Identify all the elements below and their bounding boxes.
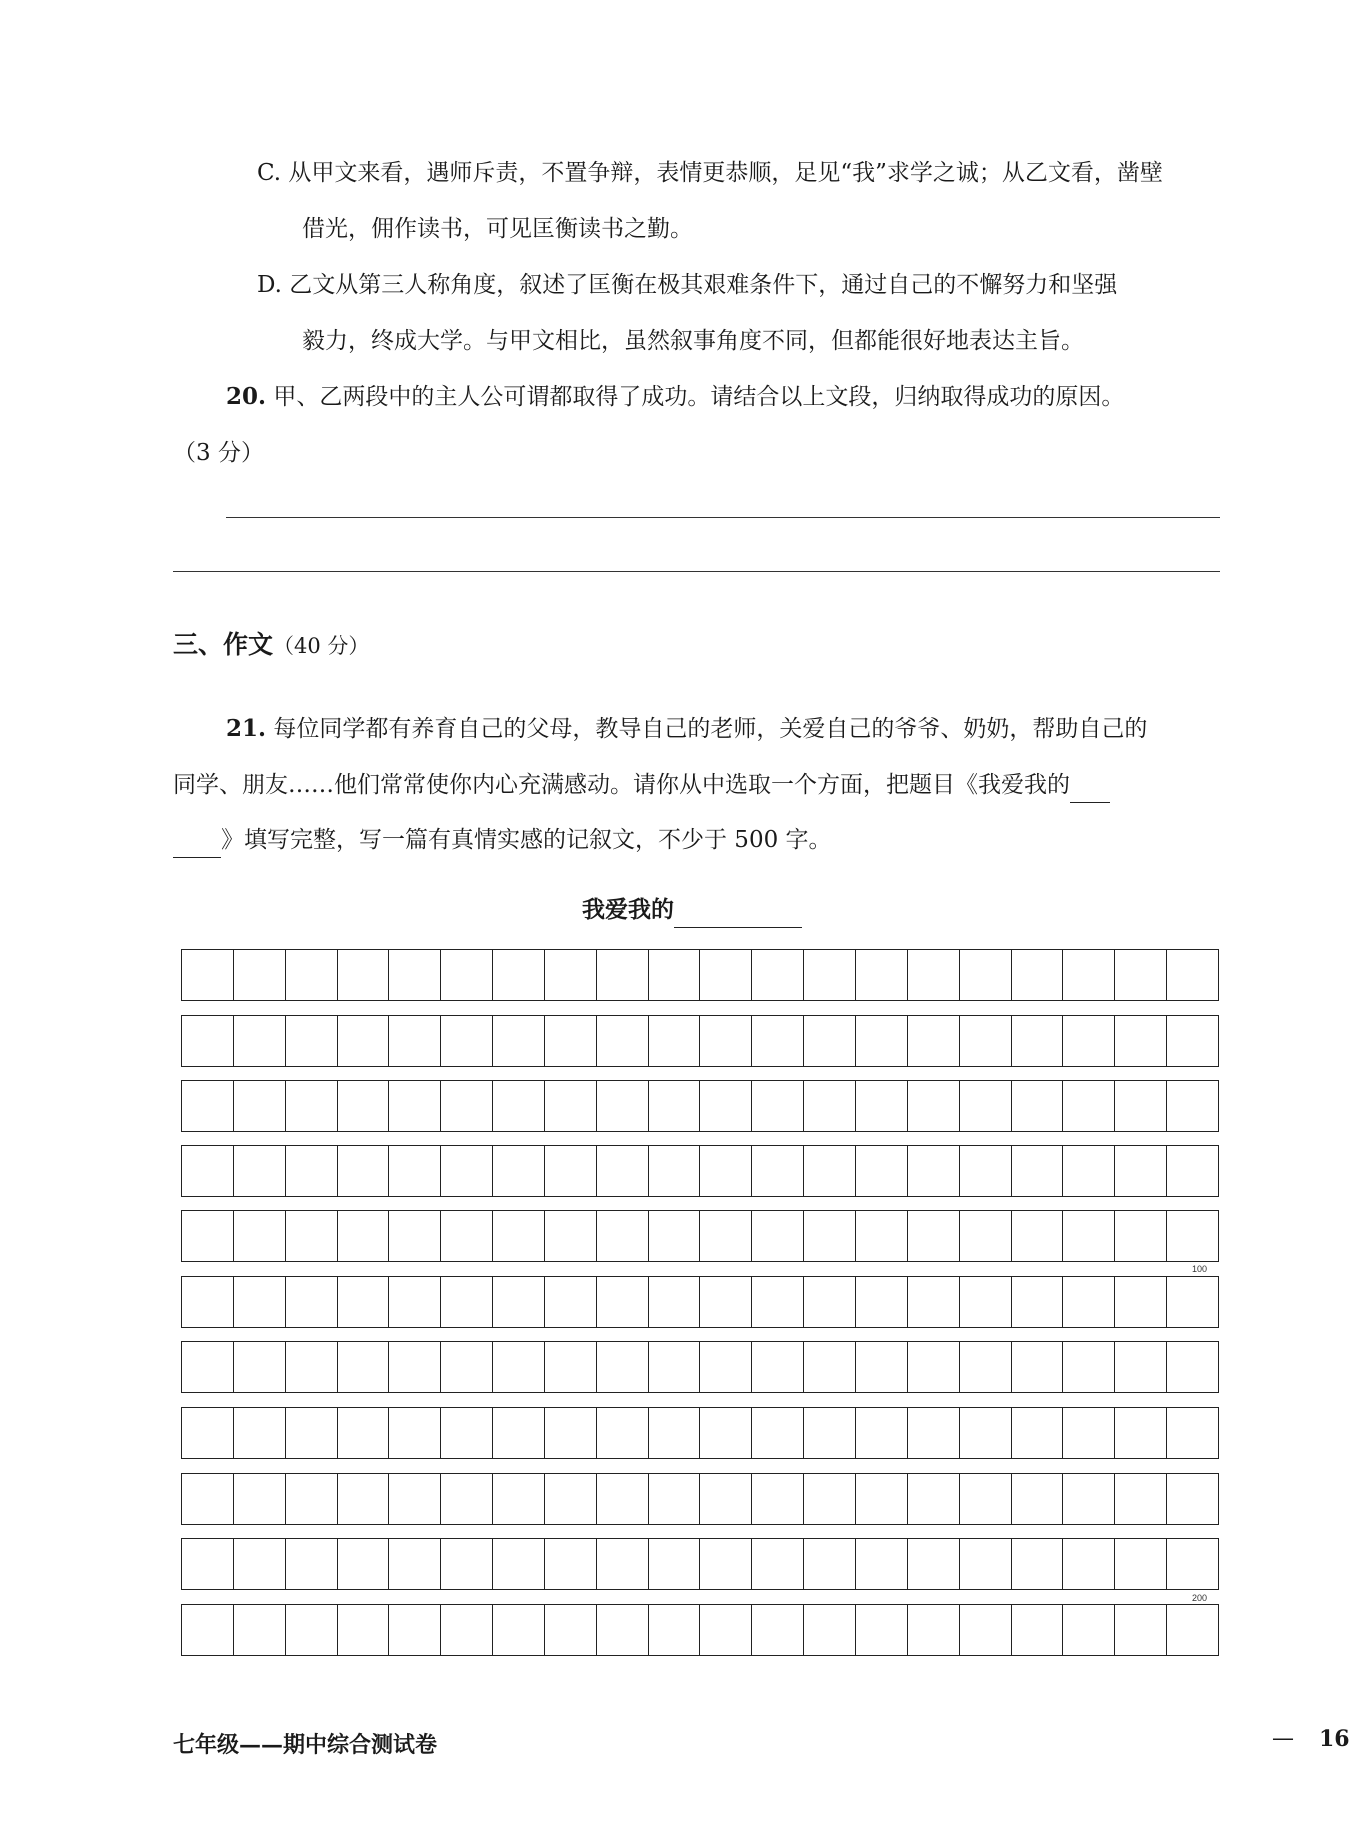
- grid-cell[interactable]: [545, 1408, 597, 1458]
- grid-cell[interactable]: [597, 1474, 649, 1524]
- grid-cell[interactable]: [649, 950, 701, 1000]
- grid-cell[interactable]: [286, 1342, 338, 1392]
- grid-cell[interactable]: [752, 1211, 804, 1261]
- grid-cell[interactable]: [597, 1016, 649, 1066]
- grid-cell[interactable]: [649, 1408, 701, 1458]
- question-20: [226, 380, 1124, 414]
- grid-cell[interactable]: [856, 1605, 908, 1655]
- grid-cell[interactable]: [234, 1605, 286, 1655]
- grid-cell[interactable]: [493, 1408, 545, 1458]
- grid-cell[interactable]: [908, 1539, 960, 1589]
- grid-cell[interactable]: [856, 1081, 908, 1131]
- grid-cell[interactable]: [752, 1408, 804, 1458]
- grid-cell[interactable]: [1115, 1408, 1167, 1458]
- grid-cell[interactable]: [649, 1474, 701, 1524]
- grid-cell[interactable]: [1012, 1081, 1064, 1131]
- grid-cell[interactable]: [700, 1081, 752, 1131]
- grid-cell[interactable]: [286, 1605, 338, 1655]
- grid-cell[interactable]: [182, 1016, 234, 1066]
- grid-cell[interactable]: [338, 950, 390, 1000]
- grid-cell[interactable]: [1115, 1605, 1167, 1655]
- grid-cell[interactable]: [1115, 1081, 1167, 1131]
- grid-cell[interactable]: [493, 1211, 545, 1261]
- grid-cell[interactable]: [700, 1016, 752, 1066]
- grid-cell[interactable]: [493, 1539, 545, 1589]
- grid-cell[interactable]: [1115, 1342, 1167, 1392]
- grid-cell[interactable]: [700, 1211, 752, 1261]
- grid-cell[interactable]: [1012, 950, 1064, 1000]
- grid-cell[interactable]: [1063, 1605, 1115, 1655]
- question-21-line2: 同学、朋友……他们常常使你内心充满感动。请你从中选取一个方面，把题目《我爱我的: [173, 772, 1070, 798]
- grid-cell[interactable]: [649, 1277, 701, 1327]
- grid-cell[interactable]: [493, 1016, 545, 1066]
- question-21-line3-row: [173, 823, 832, 858]
- grid-cell[interactable]: [1115, 1474, 1167, 1524]
- grid-cell[interactable]: [338, 1474, 390, 1524]
- grid-cell[interactable]: [1167, 1016, 1218, 1066]
- marker-200: 200: [1192, 1593, 1208, 1603]
- question-20-score: （3 分）: [173, 440, 264, 466]
- grid-cell[interactable]: [960, 1605, 1012, 1655]
- grid-cell[interactable]: [545, 1605, 597, 1655]
- grid-cell[interactable]: [1167, 1277, 1218, 1327]
- grid-cell[interactable]: [752, 1539, 804, 1589]
- grid-cell[interactable]: [441, 1408, 493, 1458]
- grid-cell[interactable]: [338, 1539, 390, 1589]
- grid-cell[interactable]: [804, 1016, 856, 1066]
- grid-cell[interactable]: [182, 1605, 234, 1655]
- grid-cell[interactable]: [856, 1016, 908, 1066]
- grid-cell[interactable]: [286, 950, 338, 1000]
- grid-cell[interactable]: [960, 1146, 1012, 1196]
- grid-cell[interactable]: [493, 1474, 545, 1524]
- grid-row: [181, 1538, 1219, 1590]
- grid-cell[interactable]: [182, 1474, 234, 1524]
- option-c-line2: 借光，佣作读书，可见匡衡读书之勤。: [302, 216, 693, 242]
- grid-row: [181, 1080, 1219, 1132]
- grid-cell[interactable]: [182, 1408, 234, 1458]
- grid-cell[interactable]: [182, 950, 234, 1000]
- grid-cell[interactable]: [545, 1474, 597, 1524]
- grid-cell[interactable]: [700, 1474, 752, 1524]
- grid-cell[interactable]: [389, 1146, 441, 1196]
- question-20-text: 甲、乙两段中的主人公可谓都取得了成功。请结合以上文段，归纳取得成功的原因。: [273, 384, 1125, 410]
- option-c-line1: C. 从甲文来看，遇师斥责，不置争辩，表情更恭顺，足见“我”求学之诚；从乙文看，凿壁: [257, 160, 1163, 186]
- grid-cell[interactable]: [908, 950, 960, 1000]
- grid-cell[interactable]: [1115, 1211, 1167, 1261]
- grid-cell[interactable]: [960, 1081, 1012, 1131]
- grid-cell[interactable]: [493, 1081, 545, 1131]
- grid-cell[interactable]: [752, 1342, 804, 1392]
- grid-cell[interactable]: [338, 1016, 390, 1066]
- grid-cell[interactable]: [804, 1277, 856, 1327]
- grid-cell[interactable]: [856, 1474, 908, 1524]
- grid-cell[interactable]: [1012, 1342, 1064, 1392]
- grid-cell[interactable]: [804, 1539, 856, 1589]
- grid-cell[interactable]: [804, 1474, 856, 1524]
- grid-cell[interactable]: [597, 950, 649, 1000]
- grid-cell[interactable]: [908, 1605, 960, 1655]
- question-21-line2-row: [173, 768, 1110, 803]
- grid-cell[interactable]: [1167, 1342, 1218, 1392]
- answer-line-1[interactable]: [226, 517, 1220, 518]
- grid-cell[interactable]: [1167, 1408, 1218, 1458]
- essay-title-blank[interactable]: [674, 893, 802, 928]
- grid-cell[interactable]: [389, 1081, 441, 1131]
- grid-cell[interactable]: [960, 1408, 1012, 1458]
- grid-cell[interactable]: [700, 1146, 752, 1196]
- grid-cell[interactable]: [1167, 950, 1218, 1000]
- grid-cell[interactable]: [1167, 1474, 1218, 1524]
- grid-cell[interactable]: [1012, 1146, 1064, 1196]
- grid-cell[interactable]: [286, 1146, 338, 1196]
- grid-row: [181, 1341, 1219, 1393]
- grid-cell[interactable]: [1063, 1408, 1115, 1458]
- grid-cell[interactable]: [700, 1342, 752, 1392]
- grid-cell[interactable]: [856, 1539, 908, 1589]
- grid-cell[interactable]: [493, 1342, 545, 1392]
- grid-cell[interactable]: [441, 1539, 493, 1589]
- grid-cell[interactable]: [441, 1605, 493, 1655]
- grid-cell[interactable]: [286, 1277, 338, 1327]
- grid-cell[interactable]: [338, 1605, 390, 1655]
- grid-cell[interactable]: [960, 1539, 1012, 1589]
- grid-cell[interactable]: [1167, 1605, 1218, 1655]
- grid-cell[interactable]: [234, 1539, 286, 1589]
- grid-cell[interactable]: [1012, 1211, 1064, 1261]
- grid-cell[interactable]: [649, 1081, 701, 1131]
- essay-title: [582, 893, 802, 928]
- grid-cell[interactable]: [234, 1211, 286, 1261]
- grid-cell[interactable]: [908, 1342, 960, 1392]
- grid-cell[interactable]: [700, 950, 752, 1000]
- grid-cell[interactable]: [804, 1081, 856, 1131]
- grid-row: [181, 1604, 1219, 1656]
- question-21: [226, 712, 1147, 746]
- grid-cell[interactable]: [804, 1342, 856, 1392]
- grid-cell[interactable]: [597, 1146, 649, 1196]
- grid-cell[interactable]: [1115, 1277, 1167, 1327]
- question-20-number: 20.: [226, 383, 267, 410]
- grid-cell[interactable]: [1063, 1342, 1115, 1392]
- grid-cell[interactable]: [182, 1539, 234, 1589]
- grid-cell[interactable]: [752, 1277, 804, 1327]
- grid-cell[interactable]: [908, 1146, 960, 1196]
- grid-cell[interactable]: [856, 1146, 908, 1196]
- grid-cell[interactable]: [441, 1146, 493, 1196]
- grid-cell[interactable]: [597, 1081, 649, 1131]
- grid-cell[interactable]: [1063, 1146, 1115, 1196]
- grid-row: [181, 1210, 1219, 1262]
- grid-cell[interactable]: [286, 1408, 338, 1458]
- grid-cell[interactable]: [908, 1277, 960, 1327]
- grid-cell[interactable]: [597, 1211, 649, 1261]
- grid-cell[interactable]: [700, 1408, 752, 1458]
- grid-cell[interactable]: [1012, 1539, 1064, 1589]
- grid-cell[interactable]: [804, 1211, 856, 1261]
- grid-cell[interactable]: [182, 1211, 234, 1261]
- grid-cell[interactable]: [649, 1211, 701, 1261]
- grid-cell[interactable]: [804, 1408, 856, 1458]
- grid-cell[interactable]: [234, 950, 286, 1000]
- grid-cell[interactable]: [1012, 1016, 1064, 1066]
- grid-cell[interactable]: [1167, 1146, 1218, 1196]
- grid-cell[interactable]: [441, 950, 493, 1000]
- title-blank-part1[interactable]: [1070, 768, 1110, 803]
- grid-cell[interactable]: [389, 1474, 441, 1524]
- grid-cell[interactable]: [804, 1605, 856, 1655]
- option-d-line1: D. 乙文从第三人称角度，叙述了匡衡在极其艰难条件下，通过自己的不懈努力和坚强: [257, 272, 1118, 298]
- question-21-line1: 每位同学都有养育自己的父母，教导自己的老师，关爱自己的爷爷、奶奶，帮助自己的: [273, 716, 1148, 742]
- grid-row: [181, 1407, 1219, 1459]
- grid-cell[interactable]: [338, 1277, 390, 1327]
- grid-cell[interactable]: [182, 1342, 234, 1392]
- option-d-line2: 毅力，终成大学。与甲文相比，虽然叙事角度不同，但都能很好地表达主旨。: [302, 328, 1084, 354]
- grid-cell[interactable]: [286, 1539, 338, 1589]
- grid-cell[interactable]: [700, 1539, 752, 1589]
- grid-cell[interactable]: [597, 1408, 649, 1458]
- title-blank-part2[interactable]: [173, 823, 221, 858]
- grid-cell[interactable]: [493, 1277, 545, 1327]
- grid-cell[interactable]: [389, 1211, 441, 1261]
- grid-cell[interactable]: [1115, 950, 1167, 1000]
- grid-cell[interactable]: [286, 1016, 338, 1066]
- grid-cell[interactable]: [1063, 1539, 1115, 1589]
- grid-cell[interactable]: [856, 950, 908, 1000]
- grid-cell[interactable]: [234, 1081, 286, 1131]
- section-3-score: （40 分）: [273, 634, 370, 658]
- section-3-heading: [173, 628, 369, 663]
- grid-cell[interactable]: [493, 1146, 545, 1196]
- grid-cell[interactable]: [908, 1474, 960, 1524]
- grid-cell[interactable]: [649, 1539, 701, 1589]
- grid-row: [181, 1145, 1219, 1197]
- grid-cell[interactable]: [960, 1474, 1012, 1524]
- grid-cell[interactable]: [286, 1474, 338, 1524]
- grid-cell[interactable]: [441, 1342, 493, 1392]
- grid-cell[interactable]: [1167, 1539, 1218, 1589]
- grid-cell[interactable]: [752, 1605, 804, 1655]
- grid-cell[interactable]: [389, 1016, 441, 1066]
- grid-cell[interactable]: [338, 1342, 390, 1392]
- question-21-number: 21.: [226, 715, 267, 742]
- grid-cell[interactable]: [441, 1016, 493, 1066]
- grid-cell[interactable]: [752, 1081, 804, 1131]
- grid-cell[interactable]: [234, 1408, 286, 1458]
- grid-cell[interactable]: [545, 1081, 597, 1131]
- grid-cell[interactable]: [545, 1539, 597, 1589]
- grid-cell[interactable]: [182, 1277, 234, 1327]
- grid-cell[interactable]: [234, 1146, 286, 1196]
- grid-cell[interactable]: [700, 1277, 752, 1327]
- grid-cell[interactable]: [1115, 1146, 1167, 1196]
- grid-cell[interactable]: [389, 1277, 441, 1327]
- grid-cell[interactable]: [649, 1016, 701, 1066]
- grid-cell[interactable]: [182, 1146, 234, 1196]
- grid-cell[interactable]: [804, 950, 856, 1000]
- grid-cell[interactable]: [545, 1146, 597, 1196]
- question-21-line3: 》填写完整，写一篇有真情实感的记叙文，不少于 500 字。: [221, 827, 832, 853]
- grid-cell[interactable]: [804, 1146, 856, 1196]
- grid-cell[interactable]: [389, 1342, 441, 1392]
- grid-cell[interactable]: [1115, 1016, 1167, 1066]
- grid-cell[interactable]: [1063, 1016, 1115, 1066]
- grid-cell[interactable]: [545, 1211, 597, 1261]
- grid-cell[interactable]: [597, 1605, 649, 1655]
- essay-title-text: 我爱我的: [582, 896, 674, 923]
- grid-cell[interactable]: [649, 1342, 701, 1392]
- grid-cell[interactable]: [441, 1474, 493, 1524]
- footer-title: 七年级——期中综合测试卷: [173, 1732, 438, 1758]
- grid-row: [181, 1015, 1219, 1067]
- grid-cell[interactable]: [960, 1277, 1012, 1327]
- grid-cell[interactable]: [856, 1342, 908, 1392]
- grid-cell[interactable]: [649, 1605, 701, 1655]
- grid-cell[interactable]: [338, 1146, 390, 1196]
- grid-cell[interactable]: [389, 1408, 441, 1458]
- grid-cell[interactable]: [493, 1605, 545, 1655]
- grid-cell[interactable]: [1012, 1277, 1064, 1327]
- grid-cell[interactable]: [338, 1081, 390, 1131]
- grid-cell[interactable]: [441, 1211, 493, 1261]
- grid-cell[interactable]: [389, 1539, 441, 1589]
- grid-cell[interactable]: [545, 1342, 597, 1392]
- grid-cell[interactable]: [856, 1277, 908, 1327]
- grid-cell[interactable]: [1012, 1474, 1064, 1524]
- grid-cell[interactable]: [545, 950, 597, 1000]
- grid-cell[interactable]: [1115, 1539, 1167, 1589]
- grid-cell[interactable]: [856, 1408, 908, 1458]
- grid-cell[interactable]: [960, 1342, 1012, 1392]
- grid-cell[interactable]: [234, 1342, 286, 1392]
- grid-cell[interactable]: [182, 1081, 234, 1131]
- grid-cell[interactable]: [908, 1211, 960, 1261]
- grid-cell[interactable]: [389, 1605, 441, 1655]
- grid-cell[interactable]: [493, 950, 545, 1000]
- grid-cell[interactable]: [1063, 950, 1115, 1000]
- grid-cell[interactable]: [960, 1016, 1012, 1066]
- grid-cell[interactable]: [752, 1474, 804, 1524]
- grid-cell[interactable]: [234, 1474, 286, 1524]
- footer-dash: —: [1272, 1726, 1294, 1751]
- grid-cell[interactable]: [338, 1408, 390, 1458]
- grid-cell[interactable]: [389, 950, 441, 1000]
- grid-cell[interactable]: [286, 1081, 338, 1131]
- grid-cell[interactable]: [856, 1211, 908, 1261]
- grid-cell[interactable]: [1063, 1474, 1115, 1524]
- marker-100: 100: [1192, 1264, 1208, 1274]
- page-number: 16: [1319, 1726, 1350, 1752]
- grid-cell[interactable]: [597, 1277, 649, 1327]
- grid-cell[interactable]: [960, 950, 1012, 1000]
- grid-cell[interactable]: [338, 1211, 390, 1261]
- grid-cell[interactable]: [286, 1211, 338, 1261]
- grid-cell[interactable]: [597, 1342, 649, 1392]
- grid-row: [181, 1276, 1219, 1328]
- grid-cell[interactable]: [1012, 1605, 1064, 1655]
- grid-cell[interactable]: [441, 1081, 493, 1131]
- grid-cell[interactable]: [545, 1016, 597, 1066]
- grid-cell[interactable]: [908, 1081, 960, 1131]
- grid-cell[interactable]: [1063, 1211, 1115, 1261]
- grid-cell[interactable]: [649, 1146, 701, 1196]
- grid-cell[interactable]: [700, 1605, 752, 1655]
- grid-cell[interactable]: [234, 1016, 286, 1066]
- grid-cell[interactable]: [752, 1146, 804, 1196]
- grid-row: [181, 1473, 1219, 1525]
- grid-cell[interactable]: [234, 1277, 286, 1327]
- grid-cell[interactable]: [908, 1016, 960, 1066]
- grid-row: [181, 949, 1219, 1001]
- grid-cell[interactable]: [752, 950, 804, 1000]
- grid-cell[interactable]: [597, 1539, 649, 1589]
- grid-cell[interactable]: [1063, 1277, 1115, 1327]
- grid-cell[interactable]: [1167, 1081, 1218, 1131]
- grid-cell[interactable]: [441, 1277, 493, 1327]
- grid-cell[interactable]: [545, 1277, 597, 1327]
- grid-cell[interactable]: [752, 1016, 804, 1066]
- grid-cell[interactable]: [1167, 1211, 1218, 1261]
- answer-line-2[interactable]: [173, 571, 1220, 572]
- section-3-title: 三、作文: [173, 630, 274, 659]
- grid-cell[interactable]: [1012, 1408, 1064, 1458]
- grid-cell[interactable]: [908, 1408, 960, 1458]
- grid-cell[interactable]: [960, 1211, 1012, 1261]
- grid-cell[interactable]: [1063, 1081, 1115, 1131]
